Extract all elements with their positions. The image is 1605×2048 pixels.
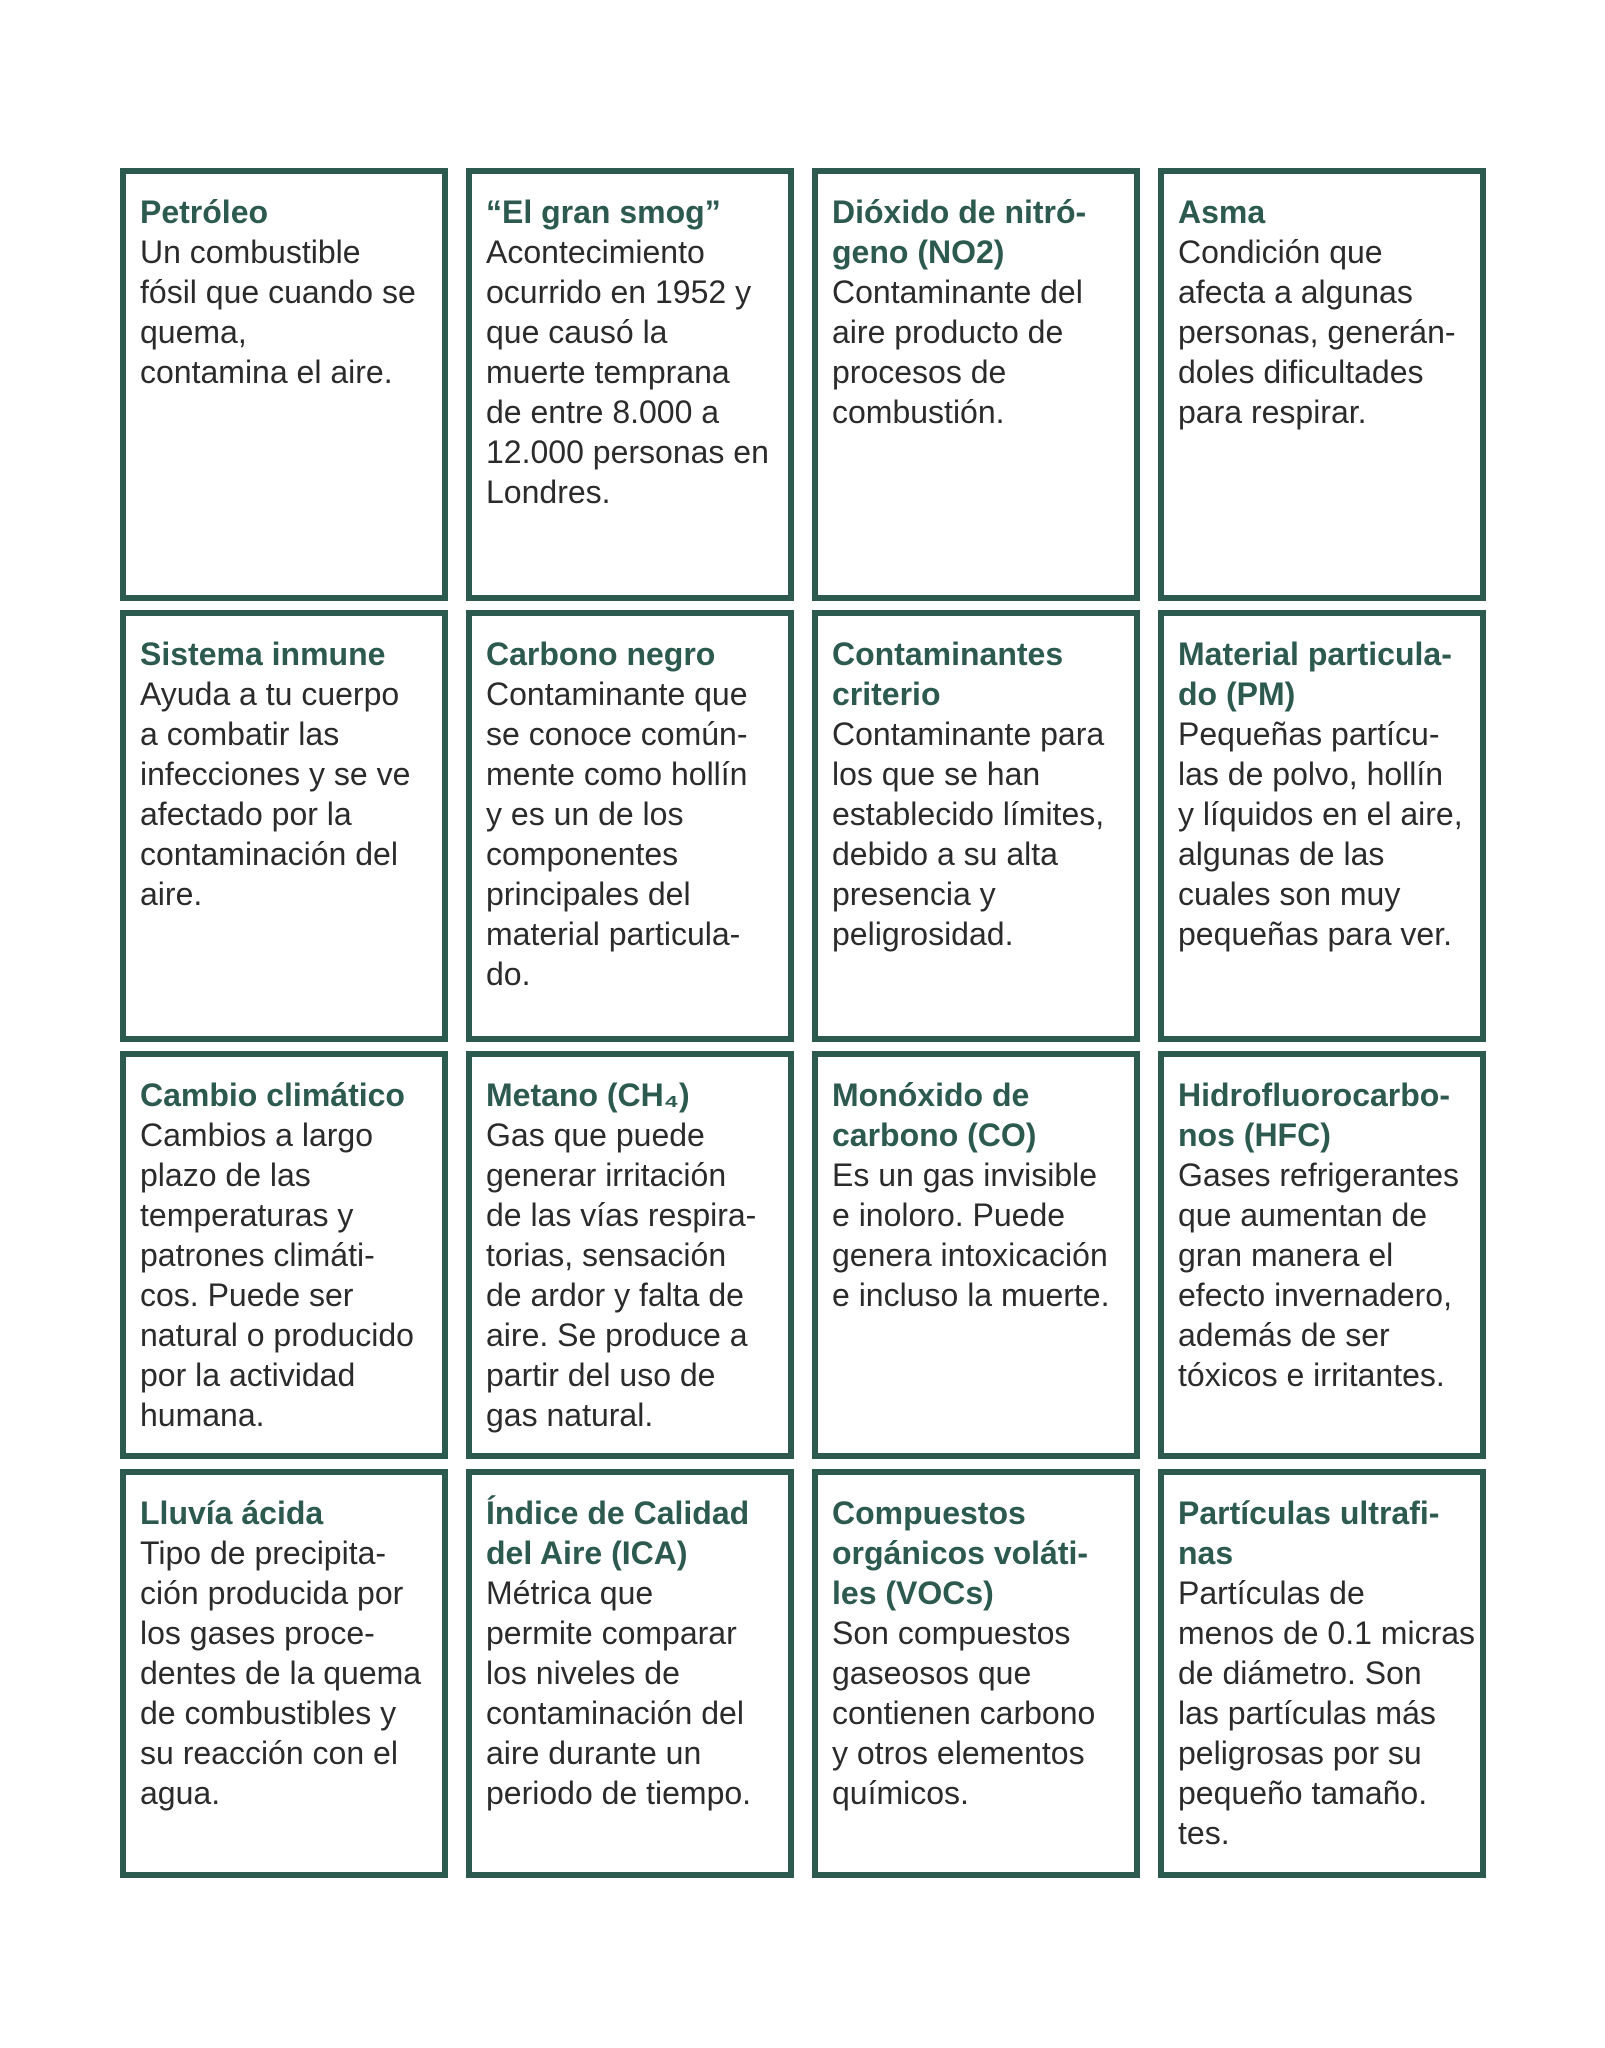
- card-definition: Gases refrigerantes que aumentan de gran manera el efecto invernadero, además de ser tóxicos e irritantes.: [1178, 1157, 1460, 1393]
- card-term: Monóxido de carbono (CO): [832, 1077, 1037, 1153]
- card-definition: Gas que puede generar irritación de las vías respira- torias, sensación de ardor y falta de aire. Se produce a partir del uso de gas natural.: [486, 1117, 757, 1433]
- card-definition: Tipo de precipita- ción producida por los gases proce- dentes de la quema de combustibles y su reacción con el agua.: [140, 1535, 422, 1811]
- card-indice-calidad-aire: [466, 1469, 794, 1878]
- card-definition: Acontecimiento ocurrido en 1952 y que causó la muerte temprana de entre 8.000 a 12.000 personas en Londres.: [486, 234, 769, 510]
- card-definition: Partículas de menos de 0.1 micras de diámetro. Son las partículas más peligrosas por su pequeño tamaño. tes.: [1178, 1575, 1476, 1851]
- card-petroleo: [120, 168, 448, 601]
- card-definition: Cambios a largo plazo de las temperaturas y patrones climáti- cos. Puede ser natural o producido por la actividad humana.: [140, 1117, 414, 1433]
- card-definition: Métrica que permite comparar los niveles de contaminación del aire durante un periodo de tiempo.: [486, 1575, 752, 1811]
- card-carbono-negro: [466, 610, 794, 1042]
- card-definition: Contaminante que se conoce común- mente como hollín y es un de los componentes principales del material particula- do.: [486, 676, 748, 992]
- card-definition: Contaminante para los que se han establecido límites, debido a su alta presencia y peligrosidad.: [832, 716, 1105, 952]
- card-term: Lluvía ácida: [140, 1495, 324, 1531]
- card-definition: Condición que afecta a algunas personas, generán- doles dificultades para respirar.: [1178, 234, 1456, 430]
- card-material-particulado: [1158, 610, 1486, 1042]
- card-definition: Son compuestos gaseosos que contienen carbono y otros elementos químicos.: [832, 1615, 1096, 1811]
- card-term: Asma: [1178, 194, 1266, 230]
- card-term: Dióxido de nitró- geno (NO2): [832, 194, 1087, 270]
- card-asma: [1158, 168, 1486, 601]
- card-term: Petróleo: [140, 194, 269, 230]
- card-dioxido-nitrogeno: [812, 168, 1140, 601]
- card-term: Metano (CH₄): [486, 1077, 690, 1113]
- card-term: Índice de Calidad del Aire (ICA): [486, 1495, 750, 1571]
- card-term: “El gran smog”: [486, 194, 721, 230]
- card-contaminantes-criterio: [812, 610, 1140, 1042]
- card-definition: Pequeñas partícu- las de polvo, hollín y líquidos en el aire, algunas de las cuales son muy pequeñas para ver.: [1178, 716, 1463, 952]
- card-definition: Es un gas invisible e inoloro. Puede genera intoxicación e incluso la muerte.: [832, 1157, 1110, 1313]
- card-hidrofluorocarbonos: [1158, 1051, 1486, 1459]
- card-lluvia-acida: [120, 1469, 448, 1878]
- card-gran-smog: [466, 168, 794, 601]
- card-compuestos-volatiles: [812, 1469, 1140, 1878]
- card-term: Contaminantes criterio: [832, 636, 1064, 712]
- card-monoxido-carbono: [812, 1051, 1140, 1459]
- card-definition: Contaminante del aire producto de procesos de combustión.: [832, 274, 1083, 430]
- card-term: Cambio climático: [140, 1077, 405, 1113]
- card-term: Compuestos orgánicos voláti- les (VOCs): [832, 1495, 1089, 1611]
- card-particulas-ultrafinas: [1158, 1469, 1486, 1878]
- card-term: Material particula- do (PM): [1178, 636, 1452, 712]
- card-term: Hidrofluorocarbo- nos (HFC): [1178, 1077, 1450, 1153]
- card-sistema-inmune: [120, 610, 448, 1042]
- card-term: Partículas ultrafi- nas: [1178, 1495, 1440, 1571]
- card-definition: Un combustible fósil que cuando se quema, contamina el aire.: [140, 234, 416, 390]
- card-term: Carbono negro: [486, 636, 716, 672]
- card-definition: Ayuda a tu cuerpo a combatir las infecciones y se ve afectado por la contaminación del aire.: [140, 676, 411, 912]
- card-term: Sistema inmune: [140, 636, 386, 672]
- card-cambio-climatico: [120, 1051, 448, 1459]
- card-metano: [466, 1051, 794, 1459]
